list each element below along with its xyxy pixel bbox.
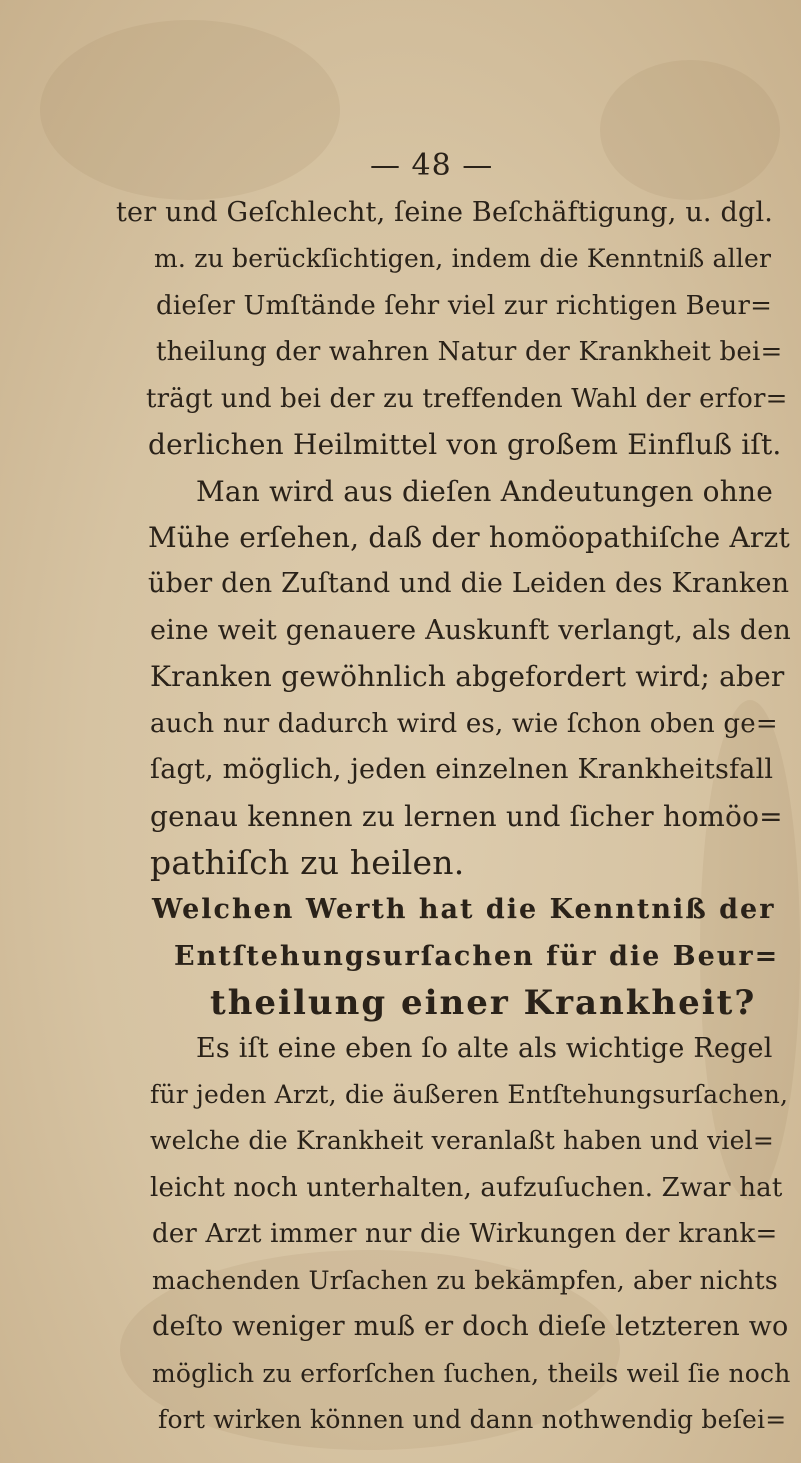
paper-stain <box>40 20 340 200</box>
text-line: für jeden Arzt, die äußeren Entſtehungsurſachen, <box>150 1080 789 1110</box>
text-line: derlichen Heilmittel von großem Einfluß iſt. <box>148 428 782 462</box>
text-line: genau kennen zu lernen und ſicher homöo= <box>150 799 783 833</box>
text-line: über den Zuſtand und die Leiden des Kranken <box>148 568 790 600</box>
text-line: der Arzt immer nur die Wirkungen der krank= <box>152 1219 778 1250</box>
text-line: ſagt, möglich, jeden einzelnen Krankheitsfall <box>150 754 774 786</box>
text-line: pathiſch zu heilen. <box>150 842 465 882</box>
heading-line: Welchen Werth hat die Kenntniß der <box>152 894 776 926</box>
text-line: fort wirken können und dann nothwendig beſei= <box>158 1405 787 1434</box>
text-line: ter und Geſchlecht, ſeine Beſchäftigung, u. dgl. <box>116 197 774 228</box>
heading-line: theilung einer Krankheit? <box>210 983 757 1024</box>
text-line: dieſer Umſtände ſehr viel zur richtigen Beur= <box>156 290 773 321</box>
text-line: auch nur dadurch wird es, wie ſchon oben ge= <box>150 708 778 739</box>
text-line: machenden Urſachen zu bekämpfen, aber nichts <box>152 1265 778 1295</box>
text-line: Kranken gewöhnlich abgefordert wird; aber <box>150 660 785 694</box>
text-line: möglich zu erforſchen ſuchen, theils weil ſie noch <box>152 1358 791 1388</box>
paper-stain <box>600 60 780 200</box>
page-number: — 48 — <box>370 148 494 183</box>
text-line: Mühe erſehen, daß der homöopathiſche Arzt <box>148 520 790 554</box>
text-line: trägt und bei der zu treffenden Wahl der erfor= <box>146 383 788 414</box>
text-line: theilung der wahren Natur der Krankheit bei= <box>156 337 783 368</box>
text-line: leicht noch unterhalten, aufzuſuchen. Zwar hat <box>150 1172 783 1203</box>
text-line: eine weit genauere Auskunft verlangt, als den <box>150 614 791 646</box>
heading-line: Entſtehungsurſachen für die Beur= <box>174 940 780 972</box>
text-line: deſto weniger muß er doch dieſe letzteren wo <box>152 1311 789 1343</box>
text-line: m. zu berückſichtigen, indem die Kenntniß aller <box>154 244 772 274</box>
text-line: Es iſt eine eben ſo alte als wichtige Regel <box>196 1032 773 1064</box>
text-line: welche die Krankheit veranlaßt haben und viel= <box>150 1126 774 1156</box>
text-line: Man wird aus dieſen Andeutungen ohne <box>196 474 773 508</box>
